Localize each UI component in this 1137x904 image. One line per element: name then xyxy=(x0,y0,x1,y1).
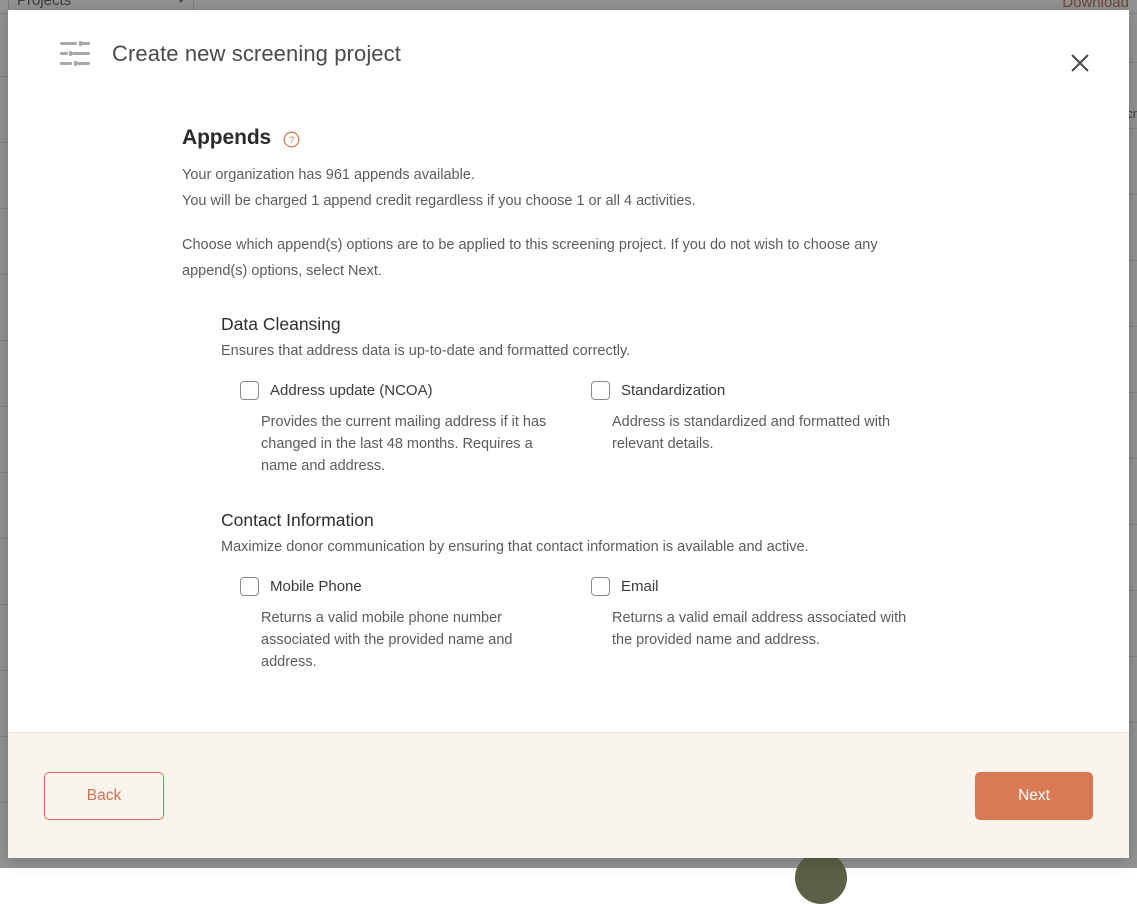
option-label: Address update (NCOA) xyxy=(270,382,433,399)
option-description: Address is standardized and formatted with relevant details. xyxy=(612,414,891,452)
close-icon xyxy=(1070,53,1090,73)
next-button[interactable]: Next xyxy=(975,772,1093,820)
help-circle-icon[interactable] xyxy=(283,131,300,148)
option-description: Returns a valid mobile phone number associated with the provided name and address. xyxy=(261,610,513,670)
page-title: Appends xyxy=(182,126,272,149)
option-label: Email xyxy=(621,578,659,595)
option-mobile-phone xyxy=(221,577,572,673)
appends-charge-text: You will be charged 1 append credit regardless if you choose 1 or all 4 activities. xyxy=(182,193,696,209)
group-subtitle: Ensures that address data is up-to-date and formatted correctly. xyxy=(221,343,631,359)
svg-text:?: ? xyxy=(289,134,295,145)
modal-title: Create new screening project xyxy=(112,41,401,66)
close-button[interactable] xyxy=(1063,46,1097,80)
appends-heading-row xyxy=(182,126,1097,150)
appends-instructions: Choose which append(s) options are to be applied to this screening project. If you do not wish to choose any append(s) options, select Next. xyxy=(182,237,878,279)
option-label: Mobile Phone xyxy=(270,578,362,595)
group-contact-information xyxy=(221,510,1097,673)
options-row xyxy=(221,577,1097,673)
option-standardization xyxy=(572,381,923,477)
option-description: Returns a valid email address associated with the provided name and address. xyxy=(612,610,907,648)
modal-header xyxy=(8,10,1129,98)
options-row xyxy=(221,381,1097,477)
group-title: Contact Information xyxy=(221,510,374,530)
option-label: Standardization xyxy=(621,382,726,399)
appends-availability-text: Your organization has 961 appends available. xyxy=(182,167,475,183)
option-email xyxy=(572,577,923,673)
group-title: Data Cleansing xyxy=(221,314,341,334)
option-address-update xyxy=(221,381,572,477)
checkbox-mobile-phone[interactable] xyxy=(240,577,259,596)
option-description: Provides the current mailing address if it has changed in the last 48 months. Requires a name and address. xyxy=(261,414,547,474)
checkbox-email[interactable] xyxy=(591,577,610,596)
group-subtitle: Maximize donor communication by ensuring that contact information is available and active. xyxy=(221,539,809,555)
modal-body xyxy=(8,98,1129,732)
chat-widget-button[interactable] xyxy=(795,852,847,904)
checkbox-address-update[interactable] xyxy=(240,381,259,400)
back-button[interactable]: Back xyxy=(44,772,164,820)
modal-footer xyxy=(8,732,1129,858)
sliders-icon xyxy=(60,41,90,67)
create-screening-project-modal xyxy=(8,10,1129,858)
group-data-cleansing xyxy=(221,314,1097,477)
checkbox-standardization[interactable] xyxy=(591,381,610,400)
